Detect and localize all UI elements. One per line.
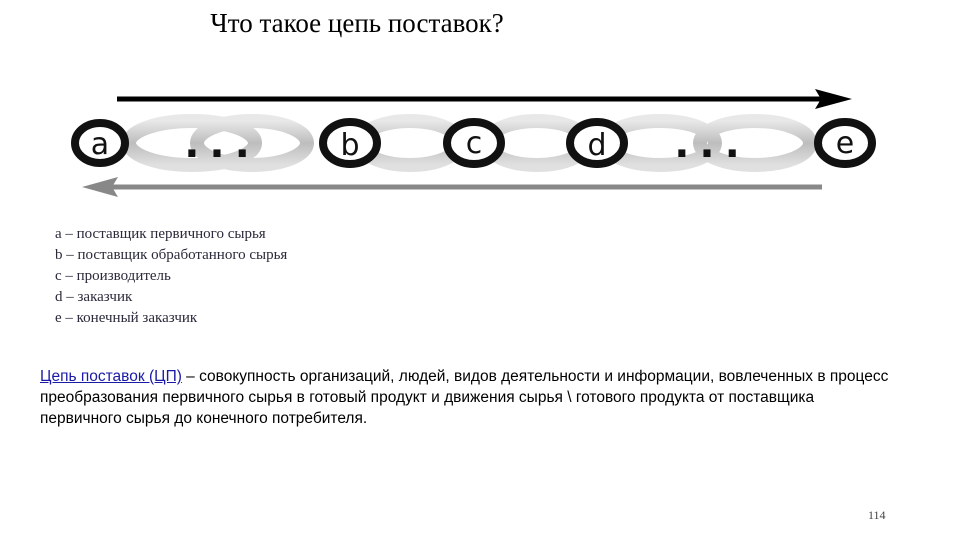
forward-flow-arrow — [117, 89, 852, 109]
backward-flow-arrow — [82, 177, 822, 197]
chain-ellipsis-right: ... — [674, 121, 750, 167]
node-label-e: e — [835, 126, 855, 161]
chain-legend — [55, 224, 287, 329]
legend-item-d: d – заказчик — [55, 289, 133, 305]
slide-title: Что такое цепь поставок? — [210, 8, 504, 38]
chain-node-c — [447, 122, 501, 164]
chain-ellipsis-left: ... — [184, 121, 260, 167]
legend-item-b: b – поставщик обработанного сырья — [55, 247, 288, 263]
node-label-a: a — [90, 127, 110, 162]
page-number: 114 — [868, 508, 886, 522]
node-label-b: b — [340, 128, 360, 163]
chain-node-d — [570, 122, 624, 164]
definition-text: – совокупность организаций, людей, видов деятельности и информации, вовлеченных в процесс преобразования первичного сырья в готовый продукт и движения сырья \ готового продукта от поставщика первичного сырья до конечного потребителя. — [40, 368, 889, 427]
definition-term-link[interactable]: Цепь поставок (ЦП) — [40, 368, 182, 385]
legend-item-e: e – конечный заказчик — [55, 310, 198, 326]
legend-item-a: a – поставщик первичного сырья — [55, 226, 266, 242]
chain-node-e — [818, 122, 872, 164]
chain-node-b — [323, 122, 377, 164]
chain-node-a — [75, 123, 125, 163]
supply-chain-diagram — [0, 0, 960, 200]
legend-item-c: c – производитель — [55, 268, 171, 284]
supply-chain-definition — [40, 366, 900, 429]
node-label-c: c — [465, 126, 483, 161]
node-label-d: d — [587, 128, 607, 163]
